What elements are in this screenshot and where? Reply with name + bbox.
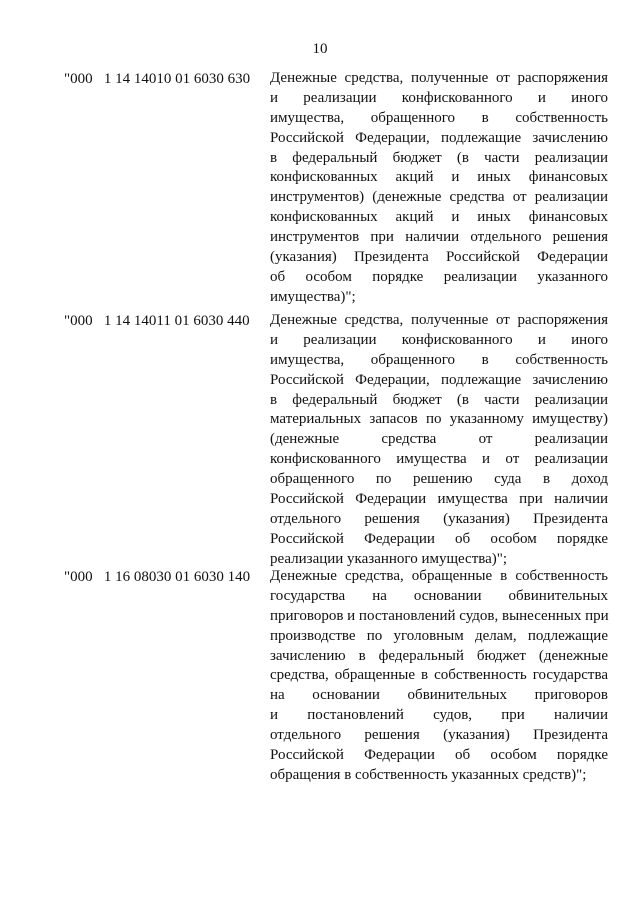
description-line: Денежные средства, обращенные в собственность [270,568,608,584]
description-line: имущества)"; [270,288,356,305]
description-line: (указания) Президента Российской Федерации [270,249,608,266]
description-line: Российской Федерации, подлежащие зачислению [270,129,608,146]
description-line: имущества, обращенного в собственность [270,351,608,368]
description-line: об особом порядке реализации указанного [270,268,608,285]
description-line: государства на основании обвинительных [270,587,608,604]
description-line: Российской Федерации об особом порядке [270,530,608,547]
description-line: отдельного решения (указания) Президента [270,727,608,744]
budget-classification-code: "000 1 14 14011 01 6030 440 [64,313,250,329]
description-line: и реализации конфискованного и иного [270,89,608,106]
description-line: в федеральный бюджет (в части реализации [270,391,608,408]
description-line: зачислению в федеральный бюджет (денежные [270,647,608,664]
budget-classification-code: "000 1 16 08030 01 6030 140 [64,569,251,585]
description-line: Российской Федерации, подлежащие зачислению [270,371,608,388]
description-line: производстве по уголовным делам, подлежащие [270,627,608,644]
budget-classification-code: "000 1 14 14010 01 6030 630 [64,71,251,87]
description-line: приговоров и постановлений судов, вынесенных при [270,607,609,624]
page-number: 10 [312,41,328,57]
description-line: обращенного по решению суда в доход [270,471,608,488]
description-line: Денежные средства, полученные от распоряжения [270,312,608,328]
description-line: конфискованных акций и иных финансовых [270,209,608,226]
description-line: на основании обвинительных приговоров [270,687,608,704]
description-line: Российской Федерации об особом порядке [270,747,608,764]
entry-description [270,567,608,786]
description-line: конфискованных акций и иных финансовых [270,169,608,186]
description-line: в федеральный бюджет (в части реализации [270,149,608,166]
description-line: материальных запасов по указанному имуществу) [270,411,608,428]
entry-description [270,311,608,570]
description-line: инструментов при наличии отдельного решения [270,229,608,246]
description-line: и постановлений судов, при наличии [270,707,608,724]
entry-description [270,69,608,308]
description-line: средства, обращенные в собственность государства [270,667,608,684]
description-line: (денежные средства от реализации [270,431,608,448]
description-line: Российской Федерации имущества при наличии [270,491,608,508]
description-line: инструментов) (денежные средства от реализации [270,189,608,206]
description-line: Денежные средства, полученные от распоряжения [270,70,608,86]
description-line: обращения в собственность указанных средств)"; [270,766,587,783]
description-line: конфискованного имущества и от реализации [270,451,608,468]
description-line: реализации указанного имущества)"; [270,550,508,567]
description-line: отдельного решения (указания) Президента [270,510,608,527]
description-line: имущества, обращенного в собственность [270,109,608,126]
description-line: и реализации конфискованного и иного [270,331,608,348]
